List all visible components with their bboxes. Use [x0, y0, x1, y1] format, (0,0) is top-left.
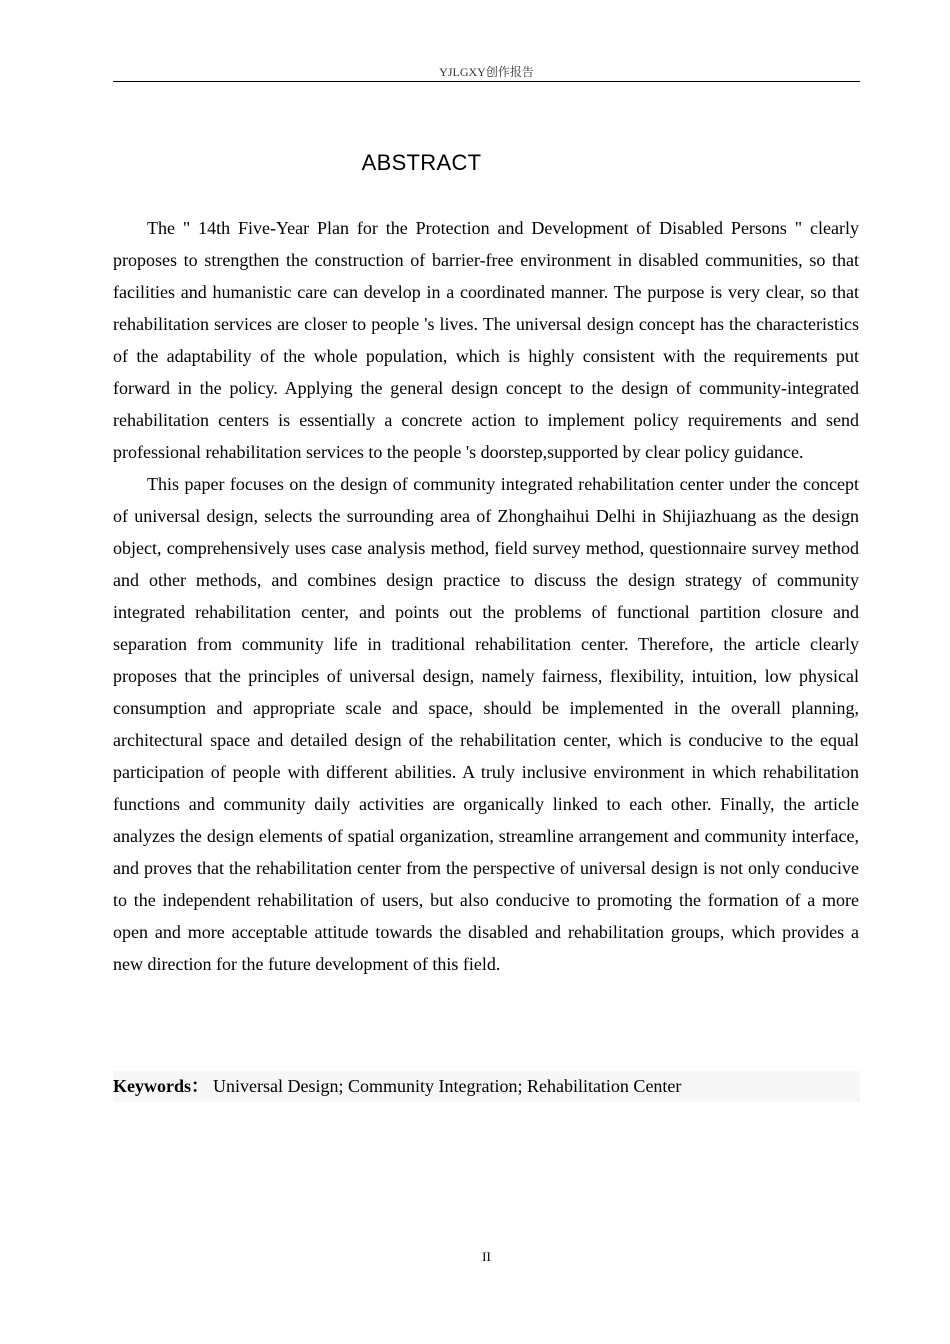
abstract-body [113, 212, 859, 980]
keywords-line [113, 1071, 860, 1102]
abstract-paragraph-2: This paper focuses on the design of community integrated rehabilitation center under the concept of universal design, selects the surrounding area of Zhonghaihui Delhi in Shijiazhuang as the design object, comprehensively uses case analysis method, field survey method, questionnaire survey method and other methods, and combines design practice to discuss the design strategy of community integrated rehabilitation center, and points out the problems of functional partition closure and separation from community life in traditional rehabilitation center. Therefore, the article clearly proposes that the principles of universal design, namely fairness, flexibility, intuition, low physical consumption and appropriate scale and space, should be implemented in the overall planning, architectural space and detailed design of the rehabilitation center, which is conducive to the equal participation of people with different abilities. A truly inclusive environment in which rehabilitation functions and community daily activities are organically linked to each other. Finally, the article analyzes the design elements of spatial organization, streamline arrangement and community interface, and proves that the rehabilitation center from the perspective of universal design is not only conducive to the independent rehabilitation of users, but also conducive to promoting the formation of a more open and more acceptable attitude towards the disabled and rehabilitation groups, which provides a new direction for the future development of this field. [113, 474, 859, 974]
header-text: YJLGXY创作报告 [439, 65, 534, 79]
abstract-paragraph-1: The " 14th Five-Year Plan for the Protection and Development of Disabled Persons " clearly proposes to strengthen the construction of barrier-free environment in disabled communities, so that facilities and humanistic care can develop in a coordinated manner. The purpose is very clear, so that rehabilitation services are closer to people 's lives. The universal design concept has the characteristics of the adaptability of the whole population, which is highly consistent with the requirements put forward in the policy. Applying the general design concept to the design of community-integrated rehabilitation centers is essentially a concrete action to implement policy requirements and send professional rehabilitation services to the people 's doorstep,supported by clear policy guidance. [113, 218, 859, 462]
keywords-value: Universal Design; Community Integration; Rehabilitation Center [213, 1076, 682, 1096]
keywords-label: Keywords： [113, 1076, 209, 1096]
page-number: II [482, 1249, 491, 1264]
page-header [113, 64, 860, 82]
abstract-title: ABSTRACT [361, 150, 482, 175]
